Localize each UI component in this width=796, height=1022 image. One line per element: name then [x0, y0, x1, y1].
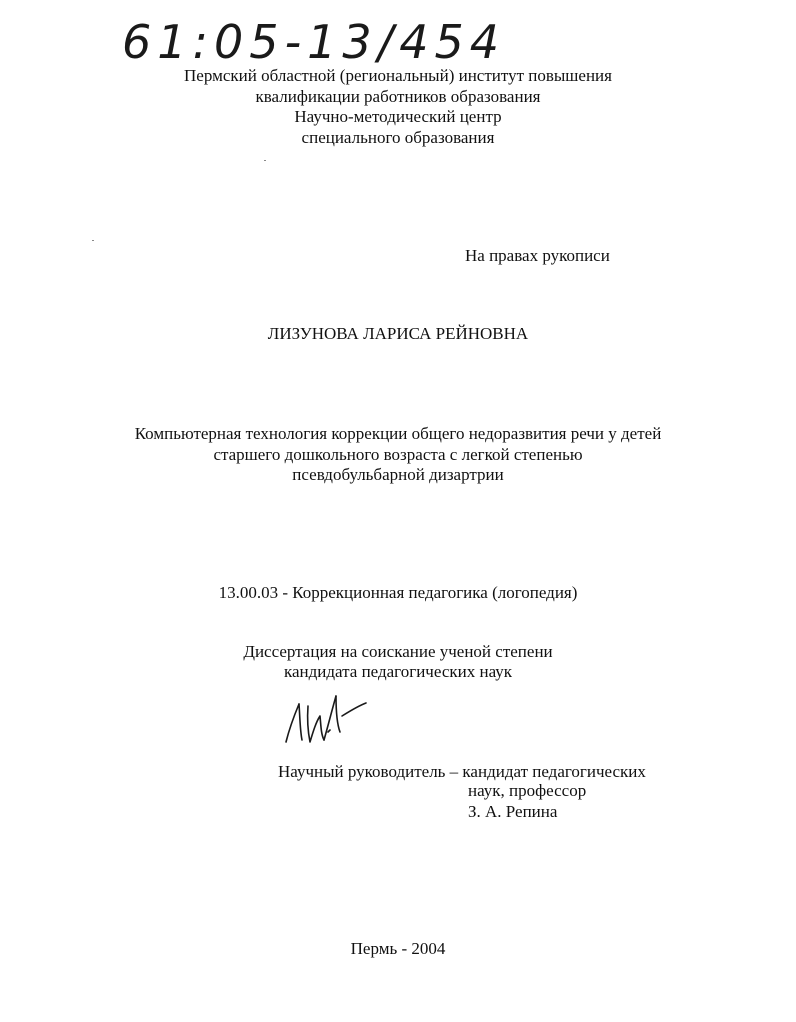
- supervisor-name: З. А. Репина: [468, 802, 558, 821]
- supervisor-line-2: наук, профессор: [468, 781, 587, 800]
- dissertation-title-line-2: старшего дошкольного возраста с легкой степенью: [213, 445, 583, 464]
- place-year: Пермь - 2004: [350, 939, 446, 958]
- institution-line-1: Пермский областной (региональный) институт повышения: [184, 66, 612, 85]
- degree-line-1: Диссертация на соискание ученой степени: [243, 642, 553, 661]
- manuscript-note: На правах рукописи: [465, 246, 610, 265]
- dissertation-title-line-1: Компьютерная технология коррекции общего недоразвития речи у детей: [134, 424, 662, 443]
- archive-code-text: 61:05-13/454: [122, 15, 505, 69]
- institution-line-4: специального образования: [301, 128, 495, 147]
- archive-code-handwritten: [118, 10, 518, 72]
- specialty-code: 13.00.03 - Коррекционная педагогика (логопедия): [218, 583, 578, 602]
- institution-line-3: Научно-методический центр: [294, 107, 502, 126]
- dissertation-title-line-3: псевдобульбарной дизартрии: [292, 465, 504, 484]
- author-name: ЛИЗУНОВА ЛАРИСА РЕЙНОВНА: [267, 324, 529, 343]
- degree-line-2: кандидата педагогических наук: [283, 662, 513, 681]
- institution-line-2: квалификации работников образования: [255, 87, 541, 106]
- supervisor-line-1: Научный руководитель – кандидат педагогических: [278, 762, 646, 781]
- author-signature: [280, 686, 370, 748]
- scan-speck: [92, 240, 94, 241]
- scan-speck: [264, 160, 266, 161]
